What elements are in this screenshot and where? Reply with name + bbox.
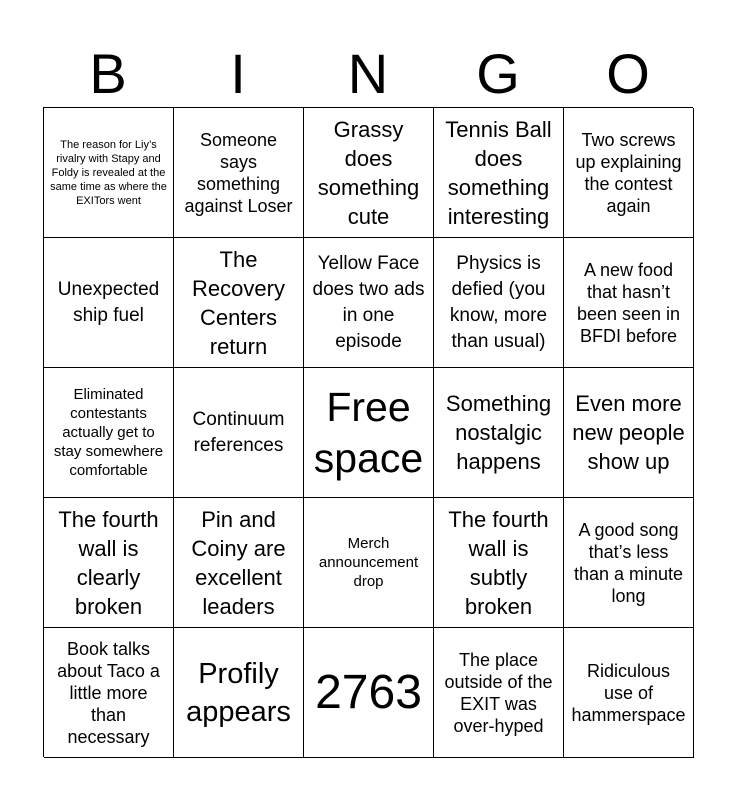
cell-text: Eliminated contestants actually get to stay somewhere comfortable <box>53 386 164 479</box>
bingo-cell-free-space[interactable] <box>304 368 434 498</box>
cell-text: Grassy does something cute <box>317 116 420 229</box>
cell-text: Ridiculous use of hammerspace <box>571 660 686 725</box>
bingo-cell-r1c2[interactable] <box>174 108 304 238</box>
cell-text: Profily appears <box>186 657 291 728</box>
bingo-cell-r3c4[interactable] <box>434 368 564 498</box>
cell-text: The fourth wall is subtly broken <box>448 506 549 619</box>
cell-text: Yellow Face does two ads in one episode <box>312 252 425 352</box>
bingo-cell-r1c5[interactable] <box>564 108 694 238</box>
cell-text: A good song that’s less than a minute long <box>573 519 684 606</box>
cell-text: Physics is defied (you know, more than usual) <box>449 252 548 352</box>
bingo-cell-r2c2[interactable] <box>174 238 304 368</box>
cell-text: Unexpected ship fuel <box>57 278 160 326</box>
bingo-cell-r2c4[interactable] <box>434 238 564 368</box>
cell-text: Book talks about Taco a little more than necessary <box>57 638 160 747</box>
header-letter-o: O <box>606 42 650 105</box>
cell-text: Pin and Coiny are excellent leaders <box>191 506 286 619</box>
cell-text: Continuum references <box>192 408 285 456</box>
bingo-header <box>43 40 693 108</box>
cell-text: A new food that hasn’t been seen in BFDI before <box>576 259 681 346</box>
cell-text: The fourth wall is clearly broken <box>58 506 159 619</box>
cell-text: Two screws up explaining the contest again <box>575 129 682 216</box>
bingo-cell-r3c1[interactable] <box>44 368 174 498</box>
header-letter-g: G <box>476 42 520 105</box>
bingo-cell-r1c3[interactable] <box>304 108 434 238</box>
bingo-cell-r4c3[interactable] <box>304 498 434 628</box>
bingo-cell-r3c5[interactable] <box>564 368 694 498</box>
header-letter-b: B <box>89 42 127 105</box>
bingo-cell-r1c4[interactable] <box>434 108 564 238</box>
bingo-cell-r5c5[interactable] <box>564 628 694 758</box>
cell-text: The place outside of the EXIT was over-hyped <box>444 649 553 736</box>
bingo-cell-r2c3[interactable] <box>304 238 434 368</box>
bingo-grid <box>43 107 693 757</box>
bingo-cell-r4c1[interactable] <box>44 498 174 628</box>
cell-text: 2763 <box>315 665 422 719</box>
cell-text: The reason for Liy’s rivalry with Stapy and Foldy is revealed at the same time as where the EXITors went <box>50 138 167 207</box>
bingo-cell-r5c1[interactable] <box>44 628 174 758</box>
bingo-cell-r3c2[interactable] <box>174 368 304 498</box>
bingo-cell-r2c1[interactable] <box>44 238 174 368</box>
cell-text: Free space <box>313 383 424 481</box>
cell-text: The Recovery Centers return <box>192 246 285 359</box>
header-letter-i: I <box>230 42 246 105</box>
bingo-cell-r2c5[interactable] <box>564 238 694 368</box>
bingo-cell-r1c1[interactable] <box>44 108 174 238</box>
bingo-cell-r5c4[interactable] <box>434 628 564 758</box>
header-letter-n: N <box>347 42 389 105</box>
bingo-cell-r4c2[interactable] <box>174 498 304 628</box>
bingo-cell-r5c3[interactable] <box>304 628 434 758</box>
cell-text: Even more new people show up <box>572 391 685 474</box>
cell-text: Someone says something against Loser <box>184 129 293 216</box>
bingo-cell-r4c5[interactable] <box>564 498 694 628</box>
bingo-cell-r5c2[interactable] <box>174 628 304 758</box>
cell-text: Tennis Ball does something interesting <box>445 116 552 229</box>
bingo-cell-r4c4[interactable] <box>434 498 564 628</box>
cell-text: Something nostalgic happens <box>445 391 552 474</box>
cell-text: Merch announcement drop <box>318 535 419 590</box>
